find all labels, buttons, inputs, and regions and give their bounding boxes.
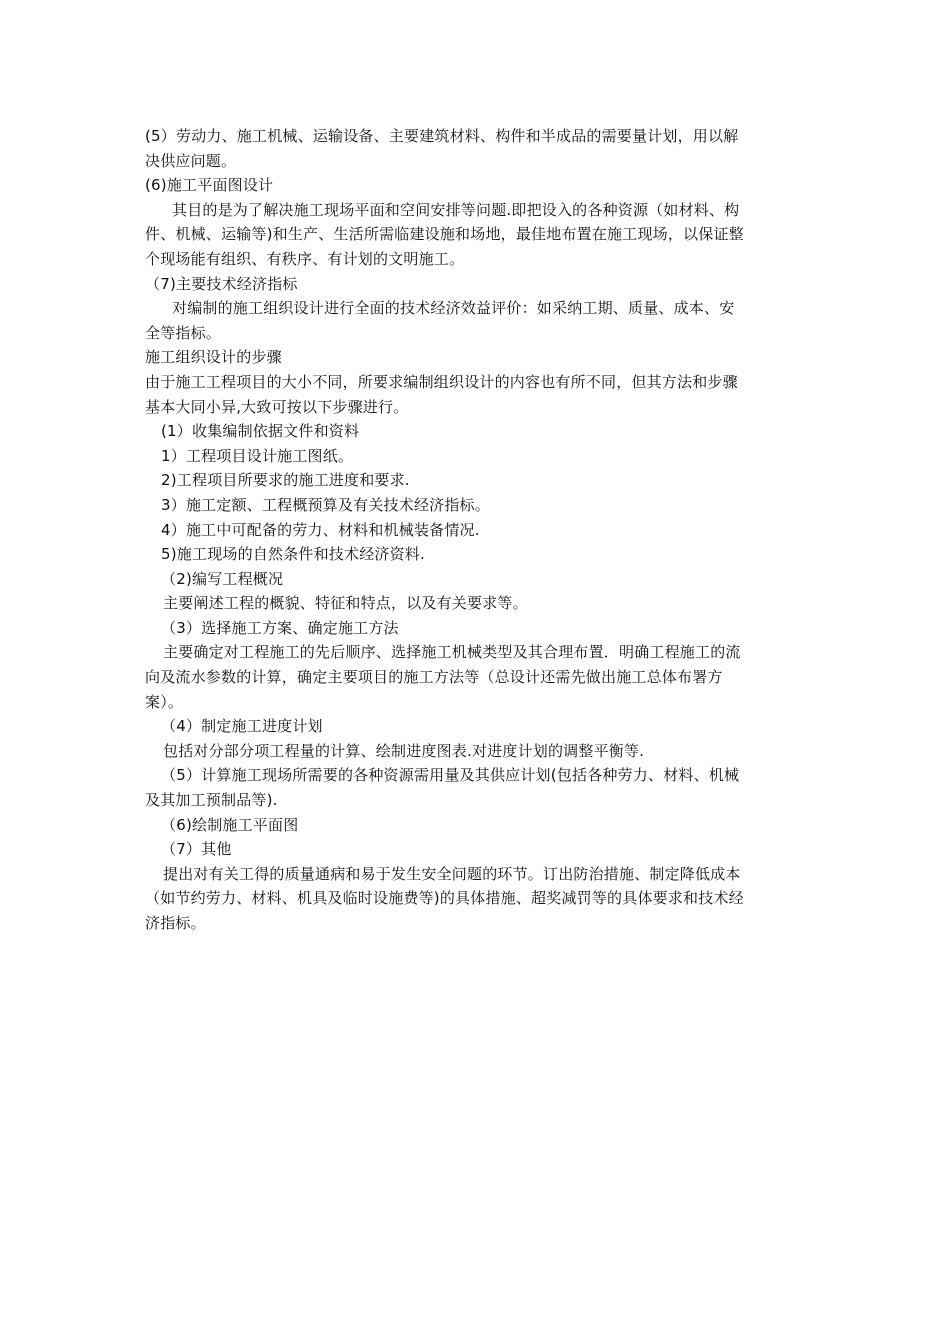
list-item: 2)工程项目所要求的施工进度和要求.: [161, 471, 410, 490]
text-line: 及其加工预制品等).: [145, 791, 278, 810]
list-item: 1）工程项目设计施工图纸。: [161, 446, 354, 465]
text-line: 决供应问题。: [145, 151, 237, 170]
section-heading: 施工组织设计的步骤: [145, 348, 282, 367]
text-line: 件、机械、运输等)和生产、生活所需临建设施和场地，最佳地布置在施工现场，以保证整: [145, 225, 744, 244]
list-item: 5)施工现场的自然条件和技术经济资料.: [161, 545, 425, 564]
text-line: 对编制的施工组织设计进行全面的技术经济效益评价：如采纳工期、质量、成本、安: [172, 299, 735, 318]
document-body: [145, 124, 805, 936]
step-heading: (1）收集编制依据文件和资料: [161, 422, 360, 441]
step-heading: （6)绘制施工平面图: [161, 815, 299, 834]
text-line: 基本大同小异,大致可按以下步骤进行。: [145, 397, 409, 416]
list-item: 3）施工定额、工程概预算及有关技术经济指标。: [161, 495, 490, 514]
step-heading: （2)编写工程概况: [161, 569, 284, 588]
text-line: 个现场能有组织、有秩序、有计划的文明施工。: [145, 249, 465, 268]
text-line: 主要阐述工程的概貌、特征和特点，以及有关要求等。: [163, 594, 528, 613]
step-heading: （5）计算施工现场所需要的各种资源需用量及其供应计划(包括各种劳力、材料、机械: [161, 766, 740, 785]
step-heading: （4）制定施工进度计划: [161, 717, 323, 736]
step-heading: （7）其他: [161, 840, 232, 859]
text-line: 主要确定对工程施工的先后顺序、选择施工机械类型及其合理布置．明确工程施工的流: [163, 643, 741, 662]
text-line: 全等指标。: [145, 323, 222, 342]
section-heading: （7)主要技术经济指标: [145, 274, 298, 293]
text-line: 其目的是为了解决施工现场平面和空间安排等问题.即把设入的各种资源（如材料、构: [172, 200, 740, 219]
text-line: （如节约劳力、材料、机具及临时设施费等)的具体措施、超奖减罚等的具体要求和技术经: [145, 889, 744, 908]
section-heading: (6)施工平面图设计: [145, 176, 274, 195]
text-line: (5）劳动力、施工机械、运输设备、主要建筑材料、构件和半成品的需要量计划，用以解: [145, 127, 739, 145]
text-line: 包括对分部分项工程量的计算、绘制进度图表.对进度计划的调整平衡等.: [163, 741, 645, 760]
text-line: 由于施工工程项目的大小不同，所要求编制组织设计的内容也有所不同，但其方法和步骤: [145, 372, 738, 391]
text-line: 济指标。: [145, 914, 206, 932]
text-line: 向及流水参数的计算，确定主要项目的施工方法等（总设计还需先做出施工总体布署方: [145, 668, 723, 687]
text-line: 案）。: [145, 692, 184, 711]
step-heading: （3）选择施工方案、确定施工方法: [161, 618, 399, 637]
text-line: 提出对有关工得的质量通病和易于发生安全问题的环节。订出防治措施、制定降低成本: [163, 864, 741, 883]
list-item: 4）施工中可配备的劳力、材料和机械装备情况.: [161, 520, 480, 539]
